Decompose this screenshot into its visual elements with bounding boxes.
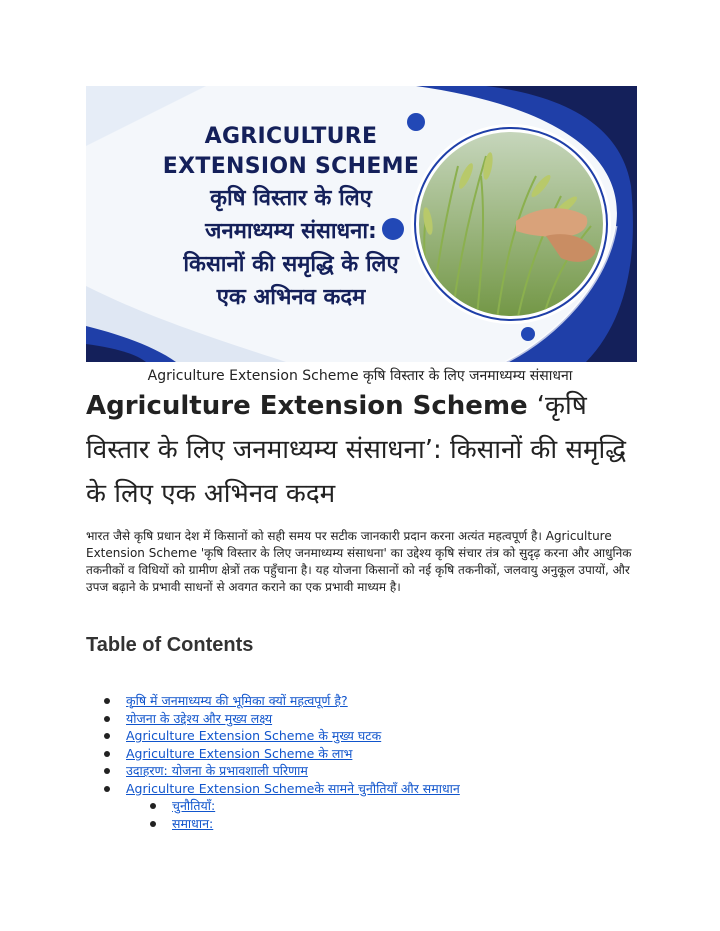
toc-item: [86, 692, 646, 710]
toc-item: [86, 762, 646, 780]
bullet-icon: [104, 786, 110, 792]
toc-subitem: [86, 815, 646, 833]
toc-sublink-challenges[interactable]: चुनौतियाँ:: [172, 798, 216, 813]
toc-item: [86, 745, 646, 763]
banner-headline: [126, 122, 456, 314]
page-title: [86, 384, 646, 516]
table-of-contents: [86, 692, 646, 832]
banner-line-en-1: AGRICULTURE: [204, 124, 378, 149]
bullet-icon: [104, 698, 110, 704]
banner-line-hi-3: किसानों की समृद्धि के लिए: [183, 252, 399, 277]
banner-line-hi-2: जनमाध्यम्य संसाधना:: [205, 219, 377, 244]
bullet-icon: [104, 716, 110, 722]
bullet-icon: [104, 751, 110, 757]
intro-paragraph: भारत जैसे कृषि प्रधान देश में किसानों को सही समय पर सटीक जानकारी प्रदान करना अत्यंत महत्वपूर्ण है। Agriculture Extension Scheme 'कृषि विस्तार के लिए जनमाध्यम्य संसाधना' का उद्देश्य कृषि संचार तंत्र को सुदृढ़ करना और आधुनिक तकनीकों व विधियों को ग्रामीण क्षेत्रों तक पहुँचाना है। यह योजना किसानों को नई कृषि तकनीकों, जलवायु अनुकूल उपायों, और उपज बढ़ाने के प्रभावी साधनों से अवगत कराने का एक प्रभावी माध्यम है।: [86, 529, 632, 594]
toc-item: [86, 710, 646, 728]
image-caption: Agriculture Extension Scheme कृषि विस्तार के लिए जनमाध्यम्य संसाधना: [147, 368, 573, 384]
toc-heading: Table of Contents: [86, 634, 254, 656]
title-hindi: ‘कृषि विस्तार के लिए जनमाध्यम्य संसाधना’: किसानों की समृद्धि के लिए एक अभिनव कदम: [86, 391, 627, 509]
banner-line-hi-4: एक अभिनव कदम: [216, 285, 366, 310]
bullet-icon: [150, 821, 156, 827]
toc-subitem: [86, 797, 646, 815]
toc-sublink-solutions[interactable]: समाधान:: [172, 815, 214, 831]
banner-line-hi-1: कृषि विस्तार के लिए: [210, 186, 372, 211]
hero-banner: [86, 86, 637, 362]
toc-item: [86, 727, 646, 745]
toc-link-1[interactable]: कृषि में जनमाध्यम्य की भूमिका क्यों महत्वपूर्ण है?: [126, 693, 348, 708]
bullet-icon: [150, 803, 156, 809]
banner-line-en-2: EXTENSION SCHEME: [162, 154, 420, 179]
toc-link-6[interactable]: Agriculture Extension Schemeके सामने चुनौतियाँ और समाधान: [126, 780, 460, 796]
title-english: Agriculture Extension Scheme: [86, 391, 537, 421]
toc-link-5[interactable]: उदाहरण: योजना के प्रभावशाली परिणाम: [126, 763, 308, 778]
toc-link-2[interactable]: योजना के उद्देश्य और मुख्य लक्ष्य: [126, 710, 273, 726]
bullet-icon: [104, 768, 110, 774]
toc-link-4[interactable]: Agriculture Extension Scheme के लाभ: [126, 745, 353, 761]
toc-item: [86, 780, 646, 798]
bullet-icon: [104, 733, 110, 739]
toc-link-3[interactable]: Agriculture Extension Scheme के मुख्य घटक: [126, 728, 382, 743]
